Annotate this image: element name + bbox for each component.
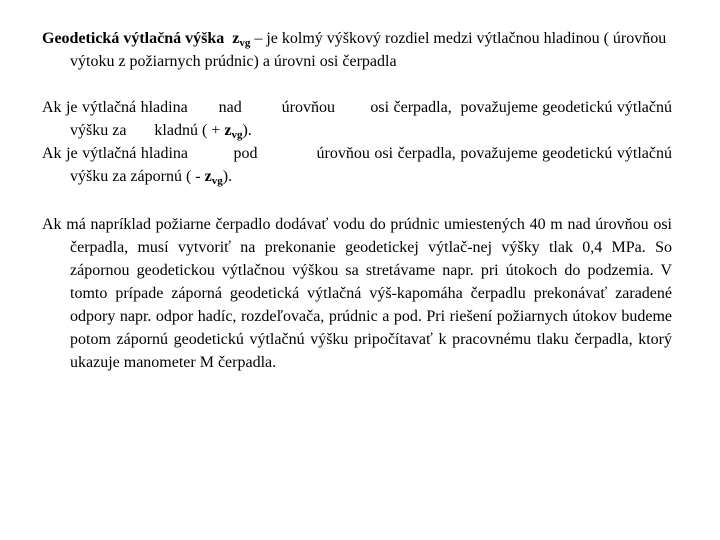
definition-symbol: z xyxy=(232,30,240,47)
definition-text: – je kolmý výškový rozdiel medzi výtlačnou hladinou ( úrovňou výtoku z požiarnych prúdnic) a úrovni osi čerpadla xyxy=(70,30,667,70)
rule-below-paragraph xyxy=(42,142,676,188)
rule-above-text: Ak je výtlačná hladina nad úrovňou osi čerpadla, považujeme geodetickú výtlačnú výšku za kladnú ( + xyxy=(42,99,676,139)
spacer xyxy=(42,73,672,96)
rule-below-text-end: ). xyxy=(222,168,233,185)
rule-below-symbol: z xyxy=(204,168,212,185)
definition-paragraph xyxy=(42,27,672,73)
definition-term: Geodetická výtlačná výška xyxy=(42,30,225,47)
rule-above-text-end: ). xyxy=(242,122,252,139)
document-body xyxy=(42,27,676,374)
rule-above-symbol-subscript: vg xyxy=(231,129,243,141)
rule-below-symbol-subscript: vg xyxy=(211,175,223,187)
definition-symbol-subscript: vg xyxy=(239,37,251,49)
example-paragraph: Ak má napríklad požiarne čerpadlo dodávať vodu do prúdnic umiestených 40 m nad úrovňou osi čerpadla, musí vytvoriť na prekonanie geodetickej výtlač-nej výšky tlak 0,4 MPa. So zápornou geodetickou výtlačnou výškou sa stretávame napr. pri útokoch do podzemia. V tomto prípade záporná geodetická výtlačná výš-kapomáha čerpadlu prekonávať zaradené odpory napr. odpor hadíc, rozdeľovača, prúdnic a pod. Pri riešení požiarnych útokov budeme potom zápornú geodetickú výtlačnú výšku pripočítavať k pracovnému tlaku čerpadla, ktorý ukazuje manometer M čerpadla. xyxy=(42,216,672,371)
rule-above-paragraph xyxy=(42,96,676,142)
rule-above-symbol: z xyxy=(224,122,232,139)
spacer xyxy=(42,188,672,213)
rule-below-text: Ak je výtlačná hladina pod úrovňou osi čerpadla, považujeme geodetickú výtlačnú výšku za zápornú ( - xyxy=(42,145,676,185)
